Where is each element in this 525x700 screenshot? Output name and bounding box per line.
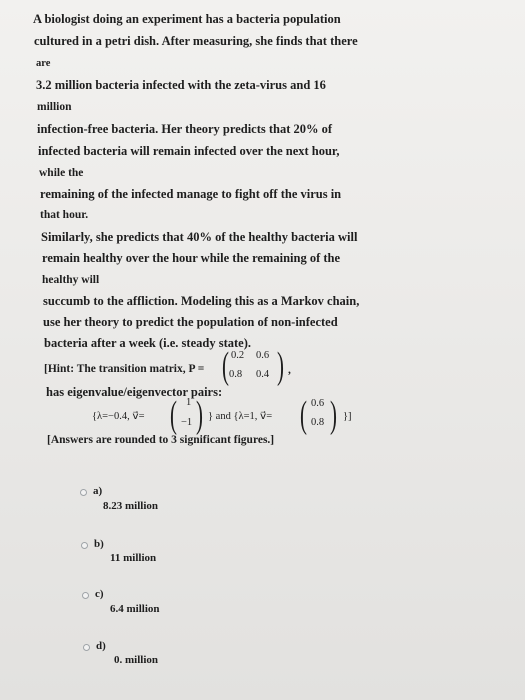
matrix-cell-12: 0.6 bbox=[256, 350, 270, 361]
question-line-6: infection-free bacteria. Her theory predicts that 20% of bbox=[37, 122, 333, 136]
question-line-12: remain healthy over the hour while the remaining of the bbox=[42, 251, 341, 265]
vec1-right-paren: ) bbox=[196, 394, 203, 436]
pair2-suffix: }] bbox=[343, 411, 352, 422]
option-a-text: 8.23 million bbox=[103, 500, 159, 512]
hint-prefix: [Hint: The transition matrix, P = bbox=[44, 363, 205, 375]
option-b-letter: b) bbox=[94, 538, 104, 550]
option-c-radio[interactable] bbox=[82, 592, 89, 599]
question-line-10: that hour. bbox=[40, 209, 89, 221]
hint-suffix: , bbox=[288, 364, 291, 376]
vec1-left-paren: ( bbox=[170, 394, 177, 436]
question-line-5: million bbox=[37, 101, 72, 113]
option-c-letter: c) bbox=[95, 588, 104, 600]
question-line-16: bacteria after a week (i.e. steady state). bbox=[44, 336, 251, 350]
question-line-2: cultured in a petri dish. After measuring, she finds that there bbox=[34, 34, 358, 48]
pair1-mid: } and {λ=1, v⃗= bbox=[208, 411, 273, 422]
rounding-note: [Answers are rounded to 3 significant figures.] bbox=[47, 434, 275, 446]
question-line-13: healthy will bbox=[42, 274, 100, 286]
option-d-text: 0. million bbox=[114, 654, 159, 666]
question-line-11: Similarly, she predicts that 40% of the healthy bacteria will bbox=[41, 230, 358, 244]
question-line-15: use her theory to predict the population of non-infected bbox=[43, 315, 338, 329]
pair1-prefix: {λ=−0.4, v⃗= bbox=[92, 411, 145, 422]
question-line-3: are bbox=[36, 58, 51, 69]
vec2-top: 0.6 bbox=[311, 398, 325, 409]
question-line-4: 3.2 million bacteria infected with the zeta-virus and 16 bbox=[36, 78, 326, 92]
vec2-left-paren: ( bbox=[300, 394, 307, 436]
option-c-text: 6.4 million bbox=[110, 603, 160, 615]
matrix-cell-11: 0.2 bbox=[231, 350, 245, 361]
vec2-right-paren: ) bbox=[330, 394, 337, 436]
option-a-letter: a) bbox=[93, 485, 103, 497]
question-line-14: succumb to the affliction. Modeling this as a Markov chain, bbox=[43, 294, 360, 308]
vec1-bottom: −1 bbox=[181, 417, 193, 428]
option-b-radio[interactable] bbox=[81, 542, 88, 549]
matrix-left-paren: ( bbox=[222, 345, 229, 387]
question-line-8: while the bbox=[39, 167, 84, 179]
matrix-cell-22: 0.4 bbox=[256, 369, 270, 380]
matrix-right-paren: ) bbox=[277, 345, 284, 387]
vec2-bottom: 0.8 bbox=[311, 417, 325, 428]
option-b-text: 11 million bbox=[110, 552, 157, 564]
eigen-intro: has eigenvalue/eigenvector pairs: bbox=[46, 385, 223, 399]
question-line-7: infected bacteria will remain infected over the next hour, bbox=[38, 144, 340, 158]
question-line-1: A biologist doing an experiment has a bacteria population bbox=[33, 12, 341, 26]
question-line-9: remaining of the infected manage to fight off the virus in bbox=[40, 187, 342, 201]
option-d-letter: d) bbox=[96, 640, 106, 652]
vec1-top: 1 bbox=[186, 397, 192, 408]
matrix-cell-21: 0.8 bbox=[229, 369, 243, 380]
option-d-radio[interactable] bbox=[83, 644, 90, 651]
option-a-radio[interactable] bbox=[80, 489, 87, 496]
